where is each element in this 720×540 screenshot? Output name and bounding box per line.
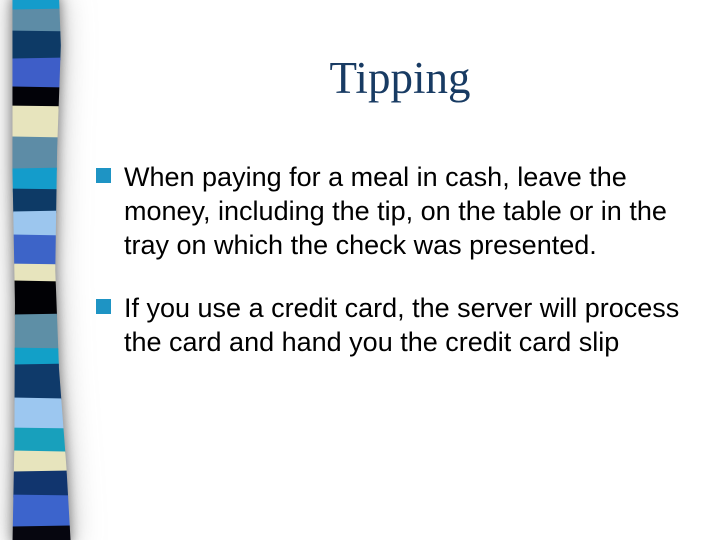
stripe-segment-royal-blue — [10, 235, 73, 267]
stripe-segment-dark-navy — [11, 31, 73, 61]
stripe-segment-dark-navy — [10, 364, 73, 401]
bullet-square-icon — [96, 299, 111, 314]
stripe-segment-light-blue — [10, 397, 73, 431]
bullet-square-icon — [96, 168, 111, 183]
stripe-segments — [10, 0, 72, 540]
bullet-item — [96, 160, 682, 262]
stripe-segment-royal-blue — [11, 495, 73, 528]
decorative-stripe — [0, 0, 92, 540]
bullet-text: If you use a credit card, the server will process the card and hand you the credit card slip — [124, 293, 680, 357]
stripe-segment-dark-navy — [10, 470, 72, 497]
stripe-segment-royal-blue — [10, 58, 73, 89]
stripe-segment-black — [10, 281, 73, 317]
bullet-list — [96, 160, 682, 359]
stripe-segment-steel-blue — [10, 136, 73, 170]
stripe-segment-cream — [11, 106, 73, 139]
bullet-item — [96, 291, 682, 359]
stripe-segment-black — [10, 525, 72, 540]
bullet-text: When paying for a meal in cash, leave the money, including the tip, on the table or in the tray on which the check was presented. — [124, 162, 667, 260]
slide-title: Tipping — [329, 53, 471, 103]
stripe-segment-steel-blue — [10, 313, 73, 350]
